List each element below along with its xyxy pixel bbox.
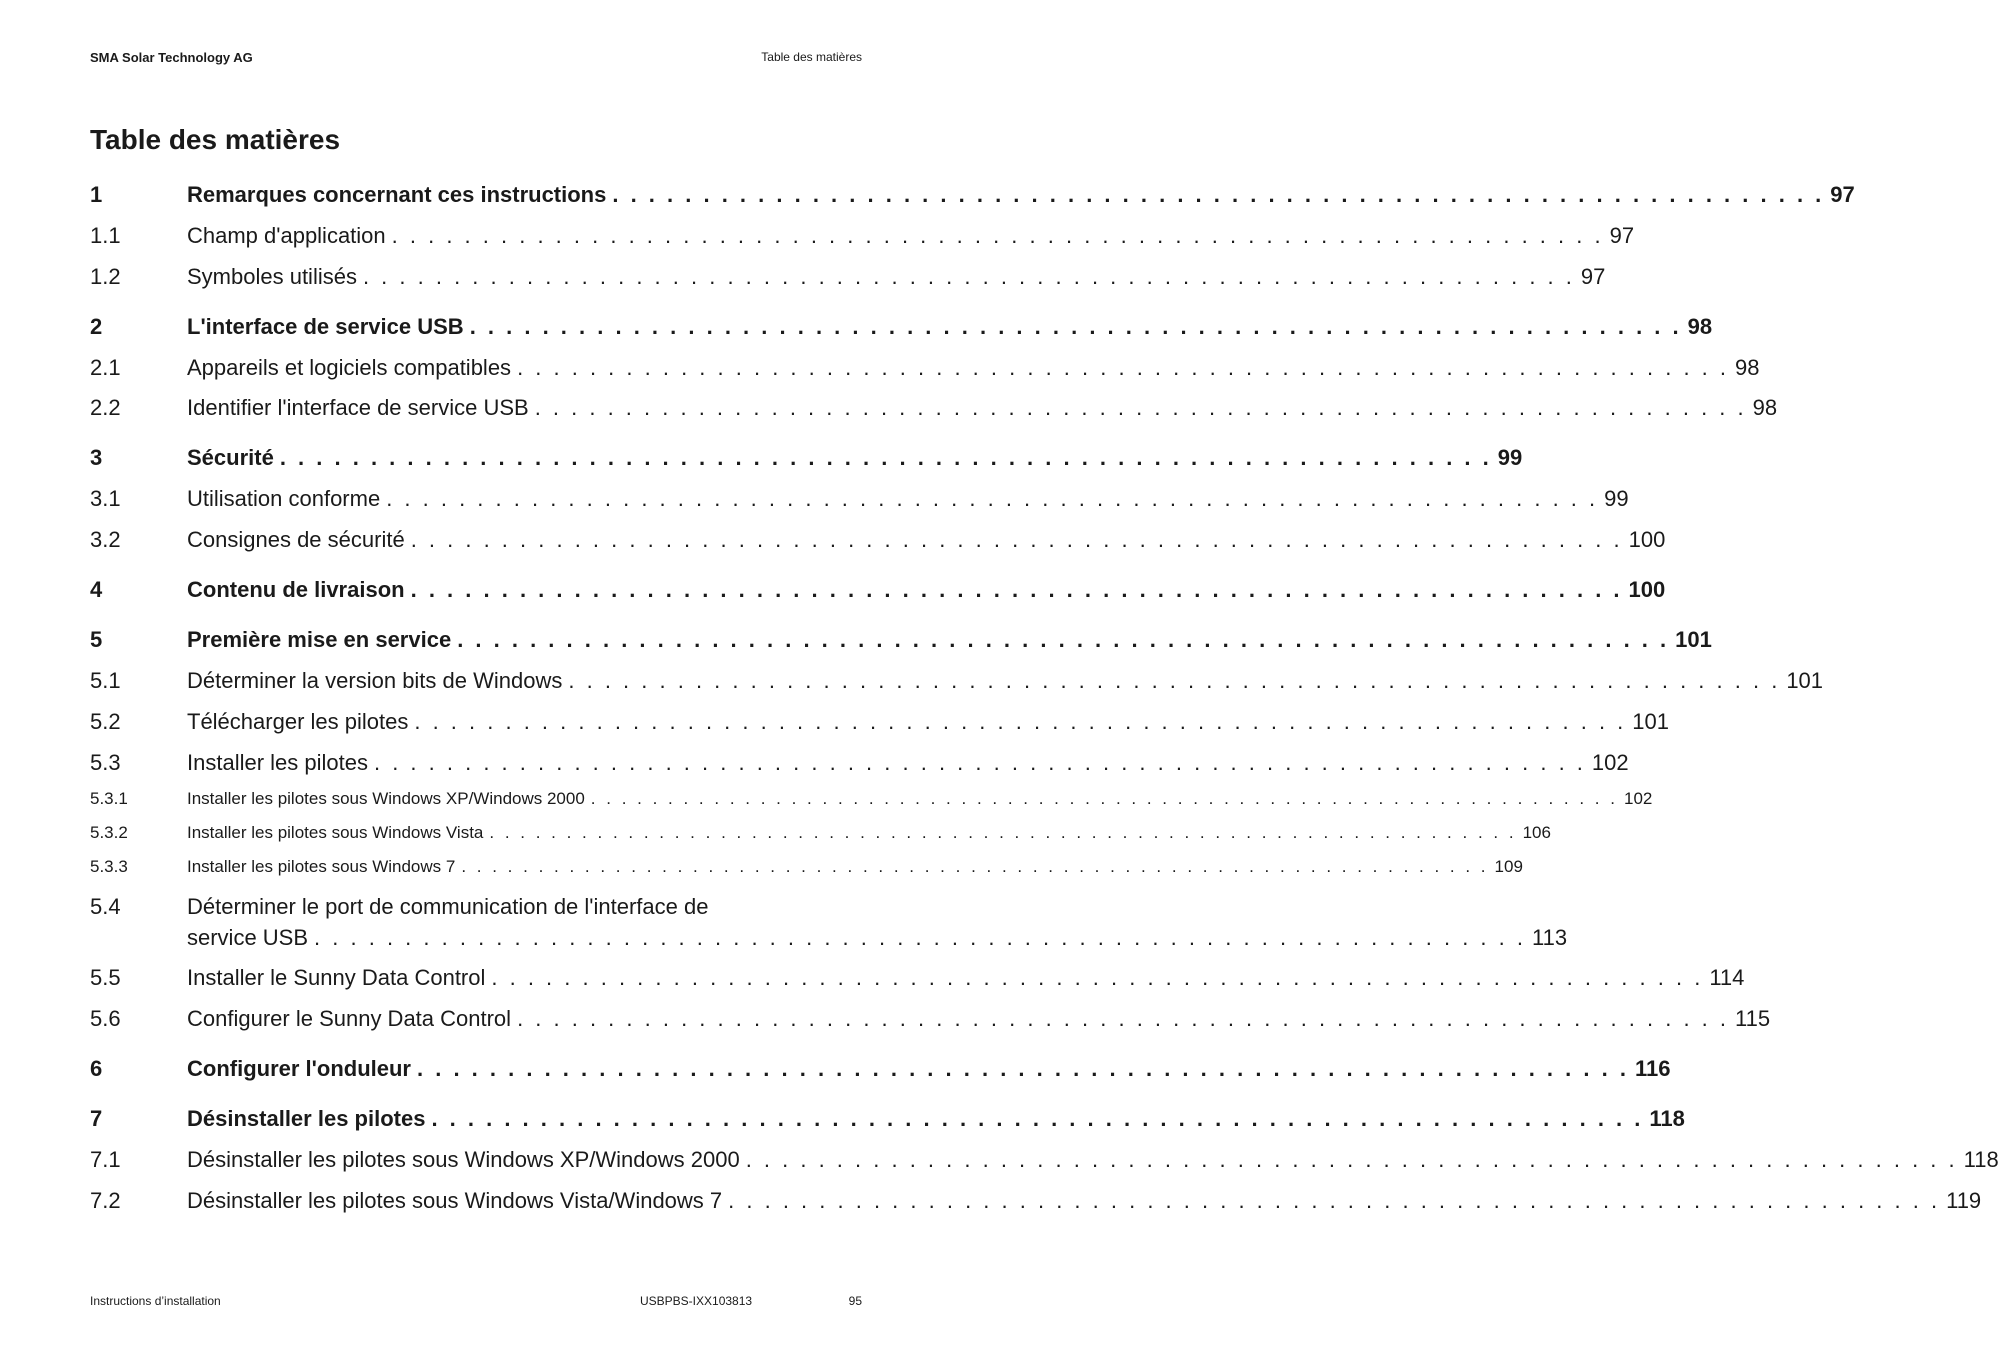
toc-entry-page: 118: [1963, 1147, 1999, 1172]
toc-leader-dots: . . . . . . . . . . . . . . . . . . . . . . . . . . . . . . . . . . . . . . . . . . . . . . . . . . . . . . . . . . . . . . . . . . .: [457, 627, 1670, 652]
toc-entry-title: L'interface de service USB: [187, 314, 464, 339]
toc-entry[interactable]: [90, 627, 1712, 653]
toc-entry-page: 101: [1786, 668, 1824, 693]
header-company: SMA Solar Technology AG: [90, 50, 253, 65]
toc-leader-dots: . . . . . . . . . . . . . . . . . . . . . . . . . . . . . . . . . . . . . . . . . . . . . . . . . . . . . . . . . . . . . . . . . . .: [469, 314, 1682, 339]
toc-entry-page: 98: [1687, 314, 1713, 339]
toc-leader-dots: . . . . . . . . . . . . . . . . . . . . . . . . . . . . . . . . . . . . . . . . . . . . . . . . . . . . . . . . . . . . . . . . . . .: [517, 1006, 1729, 1031]
toc-leader-dots: . . . . . . . . . . . . . . . . . . . . . . . . . . . . . . . . . . . . . . . . . . . . . . . . . . . . . . . . . . . . . . . . . . .: [590, 789, 1618, 808]
toc-entry[interactable]: [90, 527, 1666, 553]
toc-entry-number: 6: [90, 1056, 103, 1081]
header-section: Table des matières: [761, 50, 862, 64]
toc-entry[interactable]: [90, 355, 1760, 381]
toc-entry-title: Configurer l'onduleur: [187, 1056, 411, 1081]
toc-entry-title: Installer le Sunny Data Control: [187, 965, 486, 990]
toc-entry-title: Installer les pilotes sous Windows Vista: [187, 823, 484, 842]
toc-entry[interactable]: [90, 1006, 1771, 1032]
toc-leader-dots: . . . . . . . . . . . . . . . . . . . . . . . . . . . . . . . . . . . . . . . . . . . . . . . . . . . . . . . . . . . . . . . . . . .: [745, 1147, 1958, 1172]
toc-entry-page: 106: [1522, 823, 1551, 842]
footer-doc-type: Instructions d’installation: [90, 1294, 221, 1308]
toc-entry-title: Désinstaller les pilotes sous Windows XP/Windows 2000: [187, 1147, 740, 1172]
toc-entry[interactable]: [90, 223, 1635, 249]
toc-entry-title: Désinstaller les pilotes sous Windows Vista/Windows 7: [187, 1188, 723, 1213]
toc-entry-page: 99: [1604, 486, 1629, 511]
toc-entry-page: 114: [1709, 965, 1745, 990]
toc-leader-dots: . . . . . . . . . . . . . . . . . . . . . . . . . . . . . . . . . . . . . . . . . . . . . . . . . . . . . . . . . . . . . . . . . . .: [489, 823, 1517, 842]
toc-entry-page: 118: [1649, 1106, 1685, 1131]
toc-leader-dots: . . . . . . . . . . . . . . . . . . . . . . . . . . . . . . . . . . . . . . . . . . . . . . . . . . . . . . . . . . . . . . . . . . .: [728, 1188, 1941, 1213]
toc-entry-title: Contenu de livraison: [187, 577, 405, 602]
toc-leader-dots: . . . . . . . . . . . . . . . . . . . . . . . . . . . . . . . . . . . . . . . . . . . . . . . . . . . . . . . . . . . . . . . . . . .: [517, 355, 1729, 380]
toc-leader-dots: . . . . . . . . . . . . . . . . . . . . . . . . . . . . . . . . . . . . . . . . . . . . . . . . . . . . . . . . . . . . . . . . . . .: [410, 527, 1623, 552]
toc-entry-number: 2.2: [90, 395, 121, 420]
page-title: Table des matières: [90, 124, 341, 155]
toc-entry[interactable]: [90, 577, 1666, 603]
toc-entry-number: 2.1: [90, 355, 121, 380]
toc-entry[interactable]: [90, 789, 1653, 809]
toc-entry-title: Utilisation conforme: [187, 486, 381, 511]
toc-entry-number: 5.6: [90, 1006, 121, 1031]
toc-entry-page: 98: [1735, 355, 1760, 380]
toc-entry-page: 97: [1609, 223, 1635, 248]
toc-entry[interactable]: [90, 668, 1824, 694]
toc-entry-title: Remarques concernant ces instructions: [187, 182, 607, 207]
toc-entry-number: 2: [90, 314, 103, 339]
toc-leader-dots: . . . . . . . . . . . . . . . . . . . . . . . . . . . . . . . . . . . . . . . . . . . . . . . . . . . . . . . . . . . . . . . . . . .: [414, 709, 1627, 734]
toc-entry-number: 1: [90, 182, 103, 207]
toc-entry-number: 3.2: [90, 527, 121, 552]
toc-leader-dots: . . . . . . . . . . . . . . . . . . . . . . . . . . . . . . . . . . . . . . . . . . . . . . . . . . . . . . . . . . . . . . . . . . .: [431, 1106, 1644, 1131]
toc-entry-number: 1.1: [90, 223, 121, 248]
toc-leader-dots: . . . . . . . . . . . . . . . . . . . . . . . . . . . . . . . . . . . . . . . . . . . . . . . . . . . . . . . . . . . . . . . . . . .: [417, 1056, 1629, 1081]
toc-entry-number: 5.3.3: [90, 857, 128, 876]
toc-leader-dots: . . . . . . . . . . . . . . . . . . . . . . . . . . . . . . . . . . . . . . . . . . . . . . . . . . . . . . . . . . . . . . . . . . .: [491, 965, 1704, 990]
toc-leader-dots: . . . . . . . . . . . . . . . . . . . . . . . . . . . . . . . . . . . . . . . . . . . . . . . . . . . . . . . . . . . . . . . . . . .: [461, 857, 1489, 876]
toc-entry-number: 1.2: [90, 264, 121, 289]
toc-entry-number: 3: [90, 445, 103, 470]
toc-entry[interactable]: [90, 857, 1523, 877]
toc-entry-number: 4: [90, 577, 103, 602]
toc-entry-page: 101: [1675, 627, 1712, 652]
toc-entry-page: 119: [1946, 1188, 1982, 1213]
toc-entry[interactable]: [90, 1188, 1982, 1214]
toc-entry[interactable]: [90, 395, 1778, 421]
toc-entry-title: Déterminer la version bits de Windows: [187, 668, 563, 693]
toc-entry-title: Télécharger les pilotes: [187, 709, 409, 734]
toc-entry-page: 99: [1497, 445, 1523, 470]
toc-entry-number: 5.1: [90, 668, 121, 693]
toc-entry[interactable]: [90, 314, 1713, 340]
toc-entry-page: 102: [1591, 750, 1629, 775]
toc-entry-title: Désinstaller les pilotes: [187, 1106, 426, 1131]
footer-doc-code: USBPBS-IXX103813: [640, 1294, 753, 1308]
toc-leader-dots: . . . . . . . . . . . . . . . . . . . . . . . . . . . . . . . . . . . . . . . . . . . . . . . . . . . . . . . . . . . . . . . . . . .: [534, 395, 1747, 420]
toc-entry[interactable]: [90, 965, 1745, 991]
toc-entry-page: 97: [1830, 182, 1855, 207]
toc-entry-title: Installer les pilotes sous Windows 7: [187, 857, 456, 876]
toc-entry[interactable]: [90, 823, 1551, 843]
toc-entry-title: Configurer le Sunny Data Control: [187, 1006, 512, 1031]
toc-entry-title: Sécurité: [187, 445, 274, 470]
toc-entry-title: Installer les pilotes sous Windows XP/Windows 2000: [187, 789, 585, 808]
toc-entry[interactable]: [90, 264, 1606, 290]
toc-entry[interactable]: [90, 750, 1629, 776]
toc-entry-number: 7: [90, 1106, 103, 1131]
toc-entry-page: 100: [1628, 527, 1666, 552]
toc-entry-number: 5.5: [90, 965, 121, 990]
toc-entry-title: Appareils et logiciels compatibles: [187, 355, 512, 380]
toc-leader-dots: . . . . . . . . . . . . . . . . . . . . . . . . . . . . . . . . . . . . . . . . . . . . . . . . . . . . . . . . . . . . . . . . . . .: [386, 486, 1599, 511]
toc-leader-dots: . . . . . . . . . . . . . . . . . . . . . . . . . . . . . . . . . . . . . . . . . . . . . . . . . . . . . . . . . . . . . . . . . . .: [612, 182, 1825, 207]
toc-entry-page: 109: [1494, 857, 1523, 876]
toc-entry-title: Installer les pilotes: [187, 750, 368, 775]
toc-entry-number: 7.1: [90, 1147, 121, 1172]
toc-entry[interactable]: [90, 1056, 1671, 1082]
toc-entry-title: Champ d'application: [187, 223, 386, 248]
toc-entry-title: Identifier l'interface de service USB: [187, 395, 529, 420]
toc-entry-title-continued: service USB: [187, 925, 309, 950]
toc-entry-page: 100: [1628, 577, 1666, 602]
toc-entry-number: 5.3: [90, 750, 121, 775]
toc-entry-number: 5.3.1: [90, 789, 128, 808]
toc-entry-title: Première mise en service: [187, 627, 452, 652]
toc-entry[interactable]: [90, 709, 1669, 735]
toc-leader-dots: . . . . . . . . . . . . . . . . . . . . . . . . . . . . . . . . . . . . . . . . . . . . . . . . . . . . . . . . . . . . . . . . . . .: [391, 223, 1604, 248]
toc-entry-continued[interactable]: [90, 925, 1568, 951]
toc-entry-title: Symboles utilisés: [187, 264, 357, 289]
toc-entry-number: 7.2: [90, 1188, 121, 1213]
toc-entry-page: 98: [1752, 395, 1778, 420]
toc-leader-dots: . . . . . . . . . . . . . . . . . . . . . . . . . . . . . . . . . . . . . . . . . . . . . . . . . . . . . . . . . . . . . . . . . . .: [362, 264, 1575, 289]
toc-entry-number: 5.4: [90, 894, 121, 919]
toc-leader-dots: . . . . . . . . . . . . . . . . . . . . . . . . . . . . . . . . . . . . . . . . . . . . . . . . . . . . . . . . . . . . . . . . . . .: [373, 750, 1586, 775]
toc-entry-number: 5: [90, 627, 103, 652]
toc-entry-page: 101: [1632, 709, 1669, 734]
toc-entry-page: 115: [1735, 1006, 1771, 1031]
toc-entry[interactable]: [90, 182, 1855, 208]
toc-leader-dots: . . . . . . . . . . . . . . . . . . . . . . . . . . . . . . . . . . . . . . . . . . . . . . . . . . . . . . . . . . . . . . . . . . .: [568, 668, 1781, 693]
toc-entry-title: Déterminer le port de communication de l'interface de: [187, 894, 709, 919]
toc-entry-page: 116: [1634, 1056, 1671, 1081]
toc-entry-page: 97: [1580, 264, 1606, 289]
toc-entry-page: 113: [1531, 925, 1568, 950]
toc-leader-dots: . . . . . . . . . . . . . . . . . . . . . . . . . . . . . . . . . . . . . . . . . . . . . . . . . . . . . . . . . . . . . . . . . . .: [410, 577, 1623, 602]
toc-leader-dots: . . . . . . . . . . . . . . . . . . . . . . . . . . . . . . . . . . . . . . . . . . . . . . . . . . . . . . . . . . . . . . . . . . .: [314, 925, 1526, 950]
toc-entry[interactable]: [90, 1147, 1999, 1173]
toc-entry-page: 102: [1623, 789, 1653, 808]
footer-page-number: 95: [848, 1294, 862, 1308]
toc-entry-number: 5.3.2: [90, 823, 128, 842]
toc-entry-title: Consignes de sécurité: [187, 527, 405, 552]
toc-entry-number: 5.2: [90, 709, 121, 734]
toc-entry[interactable]: [90, 445, 1523, 471]
toc-entry[interactable]: [90, 894, 862, 920]
toc-entry[interactable]: [90, 486, 1629, 512]
toc-entry[interactable]: [90, 1106, 1685, 1132]
toc-entry-number: 3.1: [90, 486, 121, 511]
toc-leader-dots: . . . . . . . . . . . . . . . . . . . . . . . . . . . . . . . . . . . . . . . . . . . . . . . . . . . . . . . . . . . . . . . . . . .: [279, 445, 1492, 470]
